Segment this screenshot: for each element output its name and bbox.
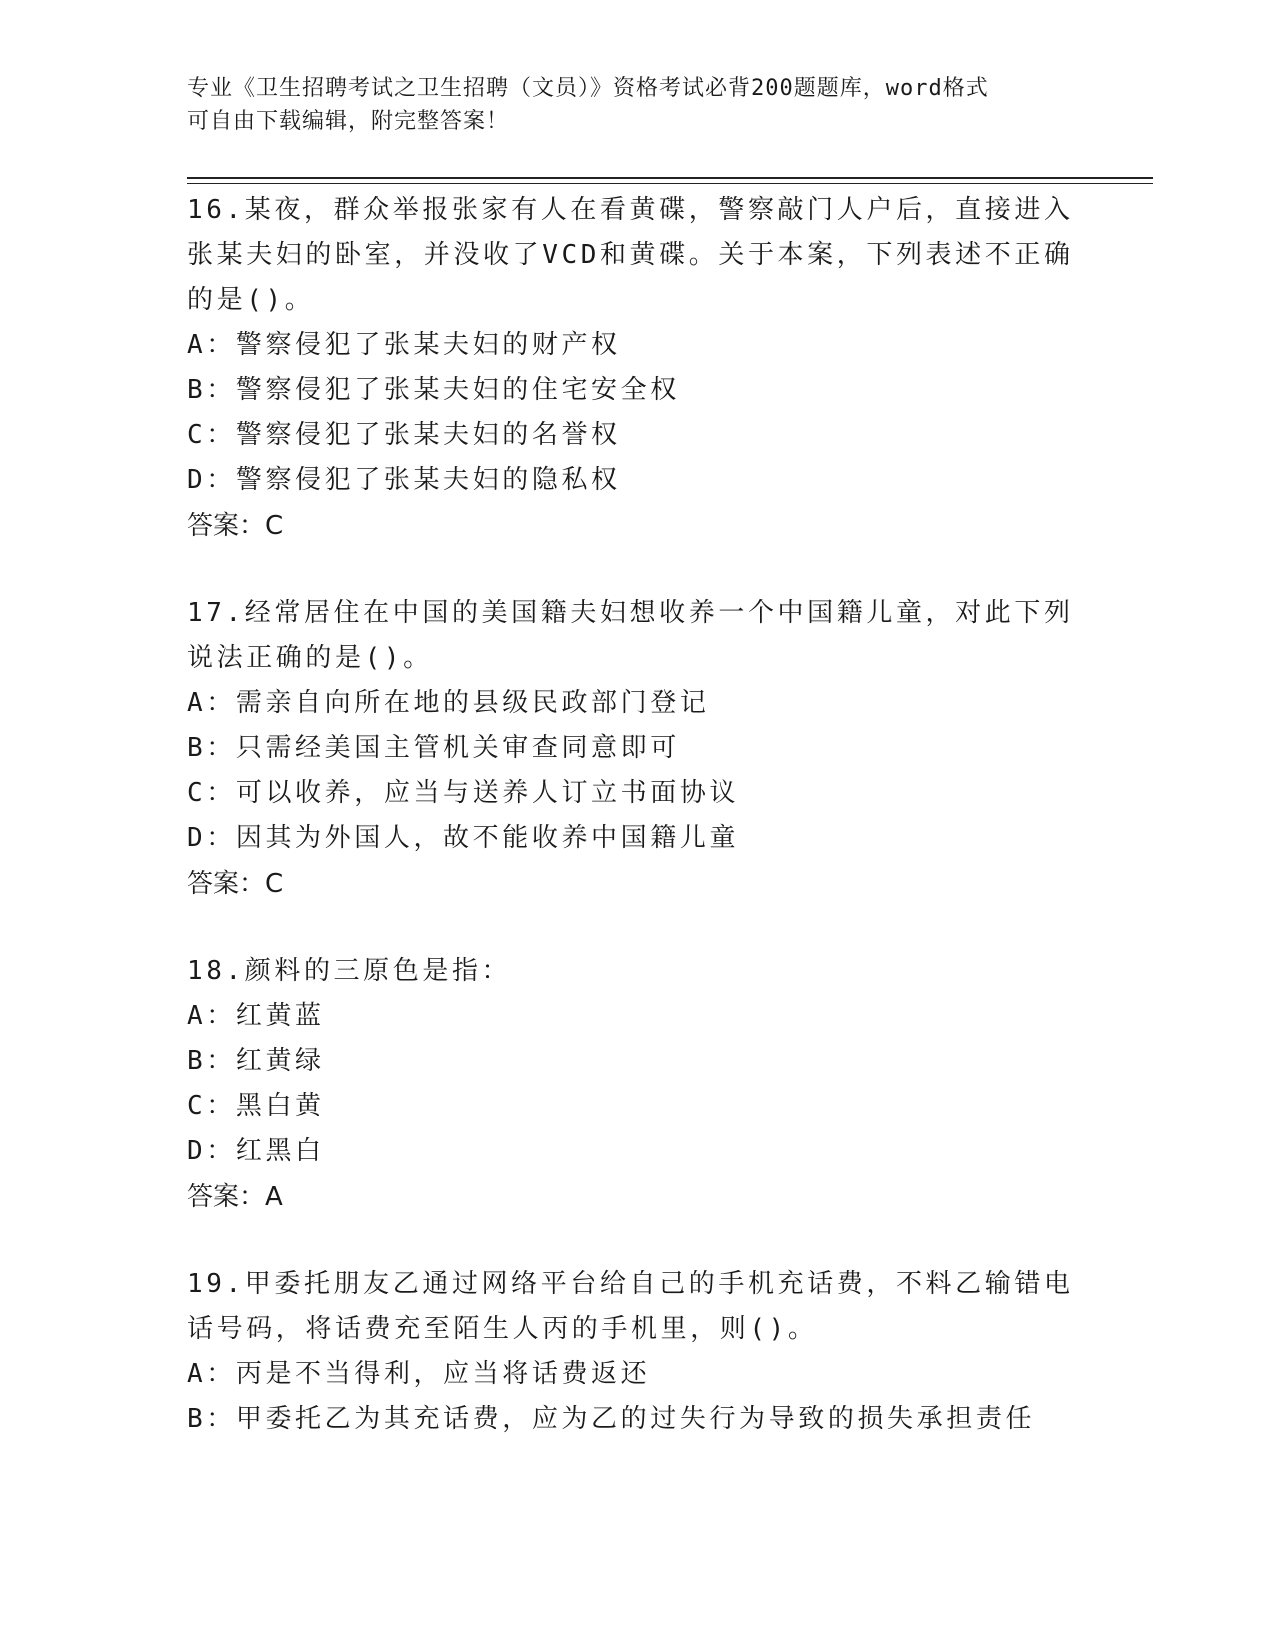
option-a: A：丙是不当得利，应当将话费返还 [187,1359,651,1389]
option-b: B：只需经美国主管机关审查同意即可 [187,733,680,763]
question-17 [187,591,1087,907]
header-divider-thick [187,177,1153,179]
header-line-2: 可自由下载编辑，附完整答案！ [187,109,510,134]
question-16 [187,188,1087,549]
question-text: 16.某夜，群众举报张家有人在看黄碟，警察敲门人户后，直接进入张某夫妇的卧室，并没收了VCD和黄碟。关于本案，下列表述不正确的是()。 [187,195,1074,315]
option-a: A：红黄蓝 [187,1001,325,1031]
header-line-1: 专业《卫生招聘考试之卫生招聘（文员）》资格考试必背200题题库，word格式 [187,76,989,101]
option-b: B：警察侵犯了张某夫妇的住宅安全权 [187,375,680,405]
answer-line: 答案：C [187,869,284,899]
header-divider-thin [187,183,1153,184]
option-c: C：可以收养，应当与送养人订立书面协议 [187,778,740,808]
answer-line: 答案：A [187,1182,283,1212]
option-b: B：红黄绿 [187,1046,325,1076]
question-19 [187,1262,1087,1442]
answer-line: 答案：C [187,511,284,541]
option-a: A：需亲自向所在地的县级民政部门登记 [187,688,710,718]
option-c: C：黑白黄 [187,1091,325,1121]
option-d: D：警察侵犯了张某夫妇的隐私权 [187,465,621,495]
question-text: 18.颜料的三原色是指： [187,956,512,986]
question-text: 19.甲委托朋友乙通过网络平台给自己的手机充话费，不料乙输错电话号码，将话费充至陌生人丙的手机里，则()。 [187,1269,1074,1344]
document-header [187,72,1067,138]
question-text: 17.经常居住在中国的美国籍夫妇想收养一个中国籍儿童，对此下列说法正确的是()。 [187,598,1074,673]
option-d: D：红黑白 [187,1136,325,1166]
option-c: C：警察侵犯了张某夫妇的名誉权 [187,420,621,450]
option-b: B：甲委托乙为其充话费，应为乙的过失行为导致的损失承担责任 [187,1404,1036,1434]
option-d: D：因其为外国人，故不能收养中国籍儿童 [187,823,740,853]
option-a: A：警察侵犯了张某夫妇的财产权 [187,330,621,360]
question-list [187,188,1087,1484]
question-18 [187,949,1087,1220]
